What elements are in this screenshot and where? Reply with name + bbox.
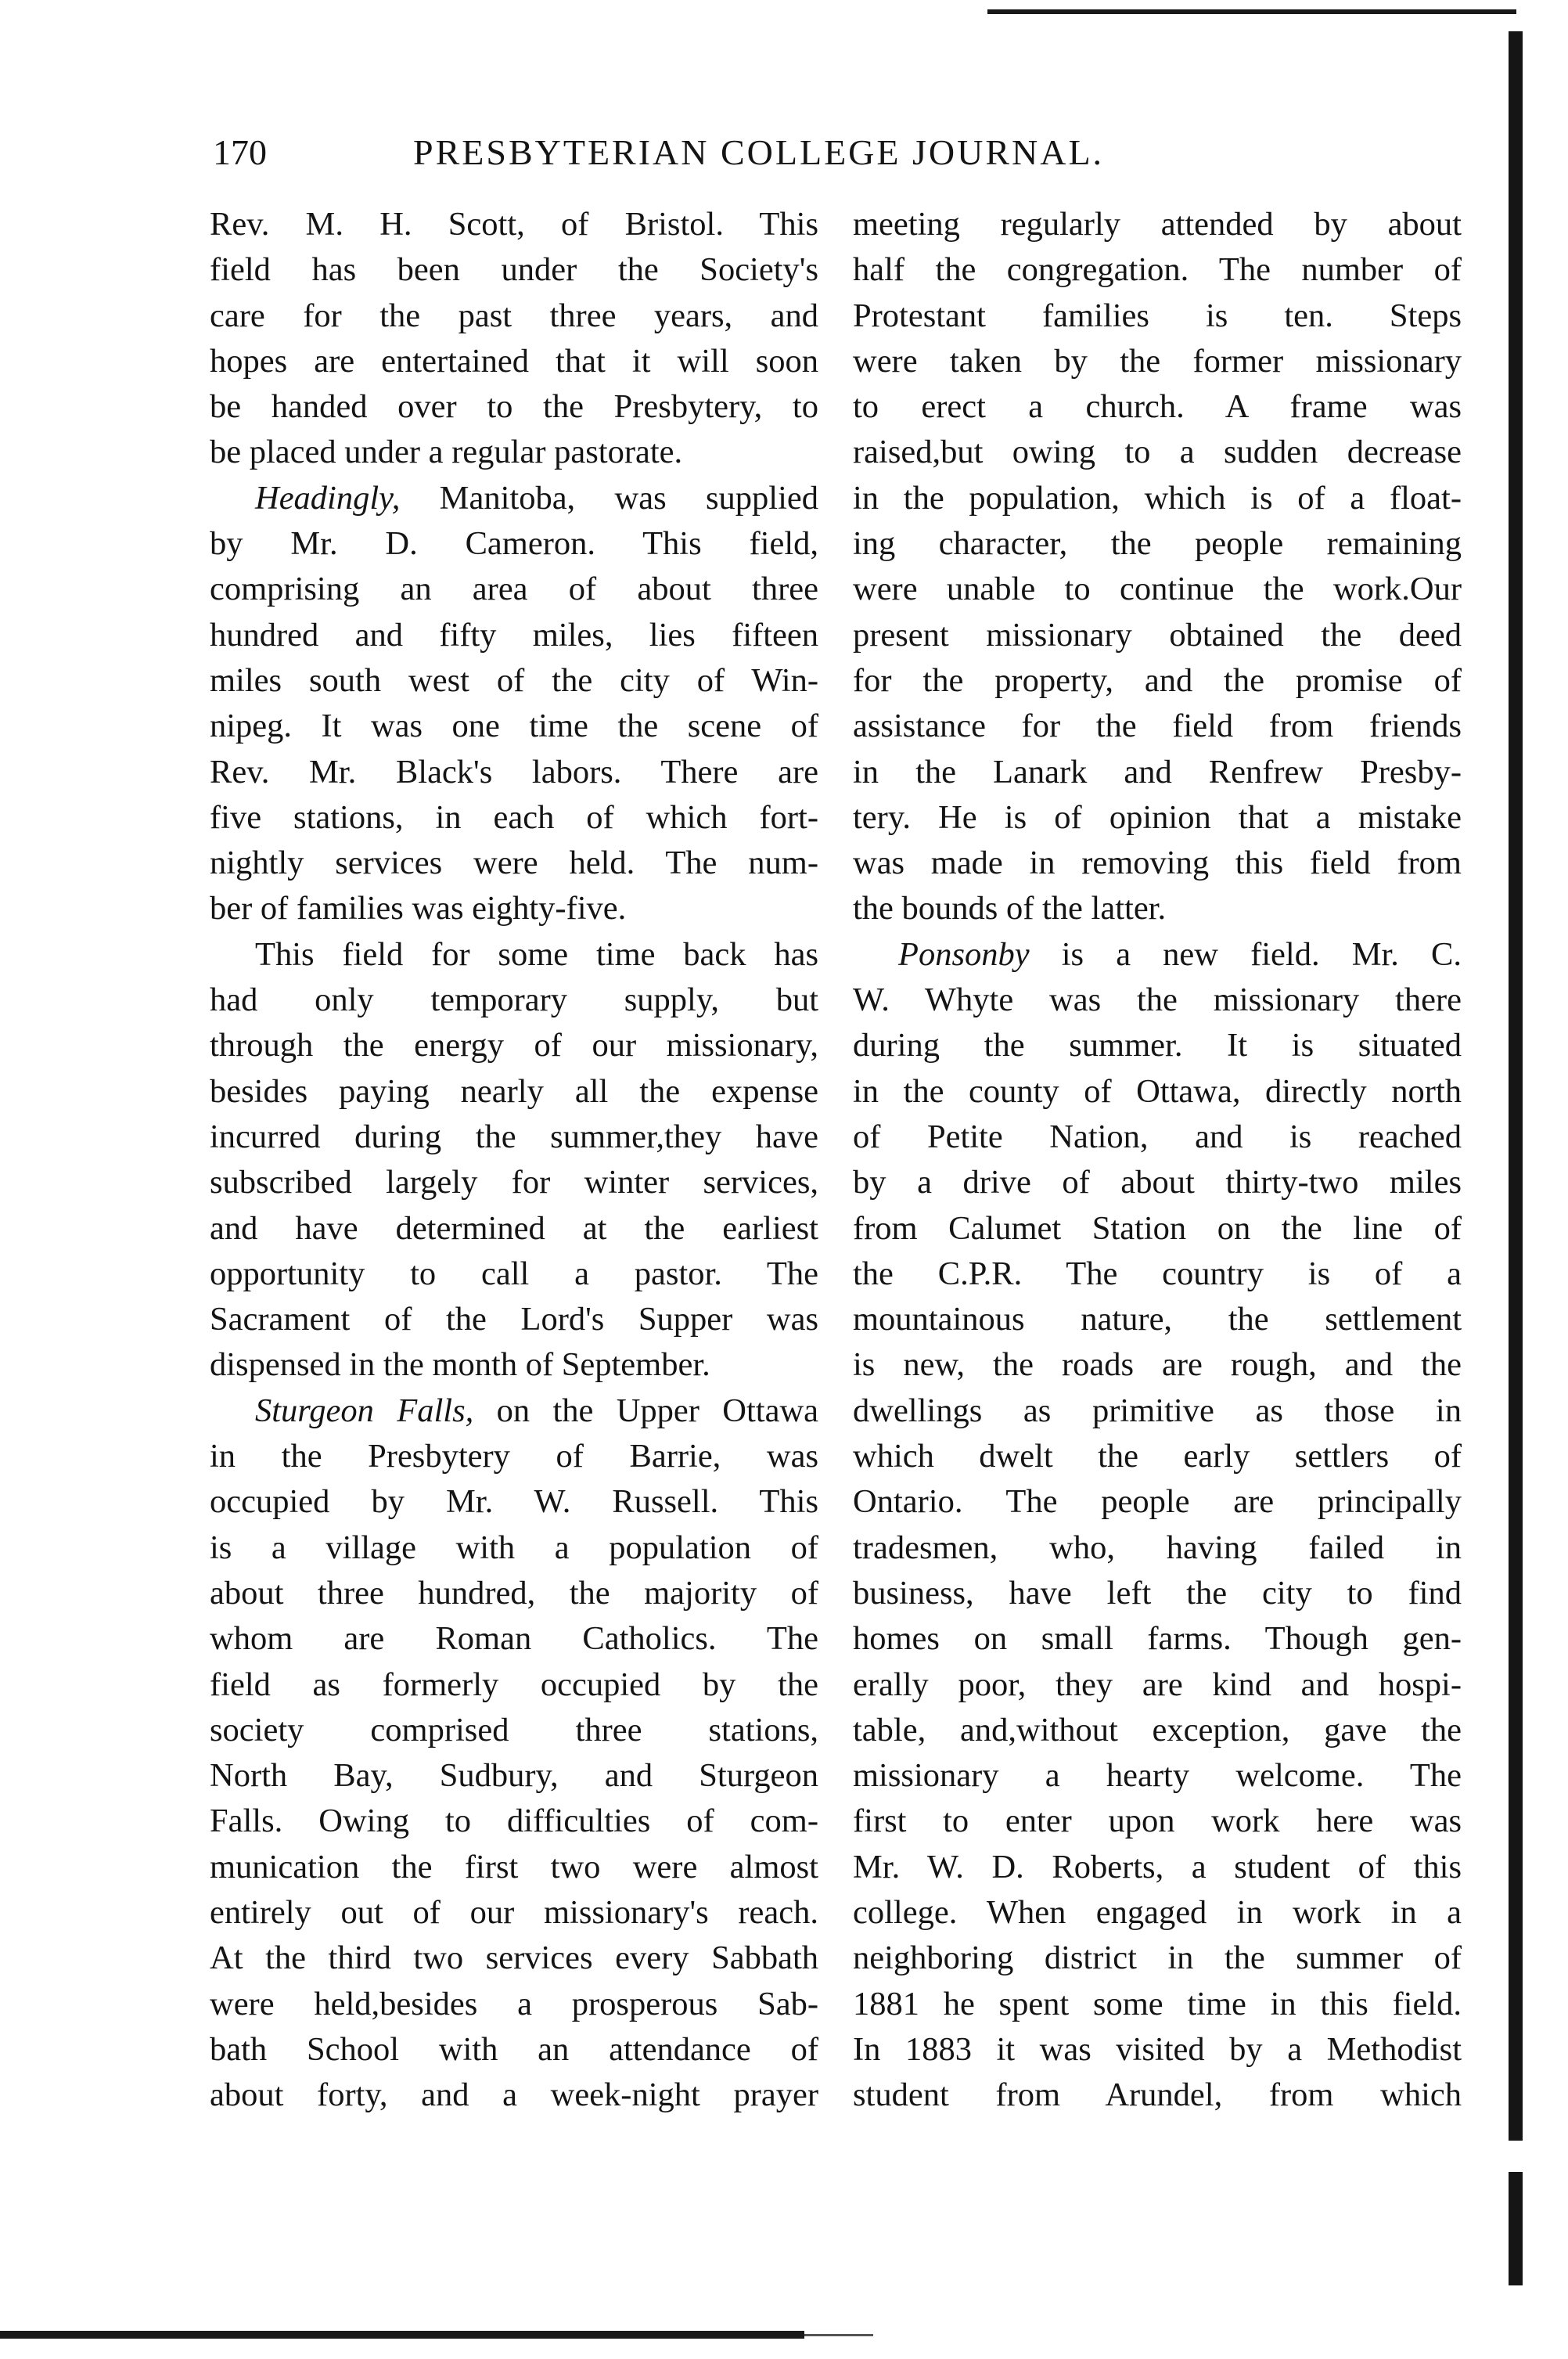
text-line [853, 1160, 1462, 1205]
line-text: Rev. Mr. Black's labors. There are [210, 753, 818, 791]
line-text: homes on small farms. Though gen- [853, 1620, 1462, 1658]
line-text: to erect a church. A frame was [853, 388, 1462, 426]
text-line [853, 1890, 1462, 1936]
line-text: student from Arundel, from which [853, 2076, 1462, 2114]
line-text: college. When engaged in work in a [853, 1893, 1462, 1931]
line-text: care for the past three years, and [210, 297, 818, 334]
text-line [853, 1616, 1462, 1662]
line-text: be placed under a regular pastorate. [210, 434, 683, 471]
line-text: munication the first two were almost [210, 1848, 818, 1885]
text-line [210, 1023, 818, 1068]
text-line [210, 2027, 818, 2073]
line-text: neighboring district in the summer of [853, 1939, 1462, 1977]
line-text: occupied by Mr. W. Russell. This [210, 1483, 818, 1521]
line-text: in the Lanark and Renfrew Presby- [853, 753, 1462, 791]
line-text: by Mr. D. Cameron. This field, [210, 525, 818, 563]
text-line [853, 1297, 1462, 1342]
text-line [853, 1252, 1462, 1297]
text-line [853, 613, 1462, 658]
text-line [853, 339, 1462, 384]
italic-place-name: Ponsonby [898, 935, 1030, 973]
line-text: table, and,without exception, gave the [853, 1711, 1462, 1749]
line-text: on the Upper Ottawa [473, 1392, 819, 1429]
text-line [853, 294, 1462, 339]
line-text: ber of families was eighty-five. [210, 890, 627, 927]
bottom-rule-tail [804, 2334, 873, 2336]
text-line [210, 247, 818, 293]
text-line [210, 339, 818, 384]
running-title: PRESBYTERIAN COLLEGE JOURNAL. [413, 132, 1105, 172]
top-rule [987, 9, 1516, 14]
text-line [210, 202, 818, 247]
line-text: comprising an area of about three [210, 571, 818, 608]
page-number: 170 [213, 132, 267, 172]
line-text: through the energy of our missionary, [210, 1027, 818, 1064]
line-text: raised,but owing to a sudden decrease [853, 434, 1462, 471]
line-text: dwellings as primitive as those in [853, 1392, 1462, 1429]
text-line [853, 1845, 1462, 1890]
text-line [210, 1479, 818, 1525]
text-line [853, 704, 1462, 749]
text-line [853, 750, 1462, 795]
text-line [210, 1571, 818, 1616]
line-text: bath School with an attendance of [210, 2030, 818, 2068]
text-line [210, 704, 818, 749]
text-line [210, 1890, 818, 1936]
line-text: five stations, in each of which fort- [210, 798, 818, 836]
text-line [853, 521, 1462, 567]
text-line [853, 795, 1462, 841]
text-line [853, 1023, 1462, 1068]
text-line [853, 476, 1462, 521]
text-line [853, 247, 1462, 293]
line-text: In 1883 it was visited by a Methodist [853, 2030, 1462, 2068]
text-line [210, 750, 818, 795]
text-line [853, 658, 1462, 704]
line-text: Manitoba, was supplied [400, 479, 818, 517]
line-text: is new, the roads are rough, and the [853, 1346, 1462, 1384]
text-line [210, 1662, 818, 1708]
text-line [853, 1342, 1462, 1388]
text-line [853, 1982, 1462, 2027]
italic-place-name: Headingly, [255, 479, 401, 517]
text-line [210, 658, 818, 704]
text-line [210, 294, 818, 339]
text-line [210, 886, 818, 931]
line-text: present missionary obtained the deed [853, 616, 1462, 654]
text-line [210, 2073, 818, 2118]
column-right [853, 202, 1462, 2118]
text-line [853, 2073, 1462, 2118]
line-text: meeting regularly attended by about [853, 206, 1462, 243]
line-text: were taken by the former missionary [853, 342, 1462, 380]
text-line [853, 978, 1462, 1023]
line-text: incurred during the summer,they have [210, 1118, 818, 1155]
line-text: W. Whyte was the missionary there [853, 981, 1462, 1019]
text-line [853, 841, 1462, 886]
text-line [210, 1069, 818, 1115]
line-text: by a drive of about thirty-two miles [853, 1164, 1462, 1201]
text-line [210, 978, 818, 1023]
line-text: hopes are entertained that it will soon [210, 342, 818, 380]
text-line [210, 1708, 818, 1753]
line-text: nightly services were held. The num- [210, 845, 818, 882]
line-text: ing character, the people remaining [853, 525, 1462, 563]
line-text: opportunity to call a pastor. The [210, 1255, 818, 1292]
text-line [210, 1252, 818, 1297]
line-text: had only temporary supply, but [210, 981, 818, 1019]
text-line [853, 1525, 1462, 1571]
text-line [853, 1479, 1462, 1525]
text-line [210, 1342, 818, 1388]
line-text: which dwelt the early settlers of [853, 1438, 1462, 1475]
line-text: for the property, and the promise of [853, 661, 1462, 699]
line-text: tradesmen, who, having failed in [853, 1529, 1462, 1566]
line-text: Falls. Owing to difficulties of com- [210, 1803, 818, 1840]
text-line [853, 1708, 1462, 1753]
binding-edge [1509, 31, 1523, 2285]
line-text: field as formerly occupied by the [210, 1666, 818, 1703]
text-line [210, 1753, 818, 1799]
line-text: the bounds of the latter. [853, 890, 1167, 927]
line-text: were held,besides a prosperous Sab- [210, 1985, 818, 2022]
line-text: about three hundred, the majority of [210, 1574, 818, 1612]
text-line [853, 886, 1462, 931]
line-text: Rev. M. H. Scott, of Bristol. This [210, 206, 818, 243]
text-line [210, 1845, 818, 1890]
text-line [210, 1297, 818, 1342]
line-text: is a village with a population of [210, 1529, 818, 1566]
line-text: was made in removing this field from [853, 845, 1462, 882]
italic-place-name: Sturgeon Falls, [255, 1392, 474, 1429]
text-line [210, 1206, 818, 1252]
text-line [853, 430, 1462, 475]
text-line [210, 430, 818, 475]
text-line [210, 1936, 818, 1981]
text-line [853, 1571, 1462, 1616]
text-line [210, 476, 818, 521]
line-text: were unable to continue the work.Our [853, 571, 1462, 608]
binding-edge-gap [1509, 2141, 1523, 2172]
line-text: Ontario. The people are principally [853, 1483, 1462, 1521]
line-text: entirely out of our missionary's reach. [210, 1893, 818, 1931]
line-text: Sacrament of the Lord's Supper was [210, 1301, 818, 1338]
line-text: missionary a hearty welcome. The [853, 1757, 1462, 1795]
text-line [210, 841, 818, 886]
text-line [210, 932, 818, 978]
line-text: be handed over to the Presbytery, to [210, 388, 818, 426]
line-text: nipeg. It was one time the scene of [210, 708, 818, 745]
text-line [853, 932, 1462, 978]
line-text: erally poor, they are kind and hospi- [853, 1666, 1462, 1703]
line-text: assistance for the field from friends [853, 708, 1462, 745]
text-line [853, 384, 1462, 430]
line-text: subscribed largely for winter services, [210, 1164, 818, 1201]
line-text: first to enter upon work here was [853, 1803, 1462, 1840]
text-line [853, 1115, 1462, 1160]
line-text: hundred and fifty miles, lies fifteen [210, 616, 818, 654]
text-line [210, 521, 818, 567]
line-text: half the congregation. The number of [853, 251, 1462, 289]
line-text: tery. He is of opinion that a mistake [853, 798, 1462, 836]
line-text: in the county of Ottawa, directly north [853, 1072, 1462, 1110]
line-text: miles south west of the city of Win- [210, 661, 818, 699]
text-line [210, 567, 818, 612]
text-line [210, 1115, 818, 1160]
text-line [853, 1936, 1462, 1981]
line-text: of Petite Nation, and is reached [853, 1118, 1462, 1155]
line-text: This field for some time back has [255, 935, 818, 973]
line-text: Protestant families is ten. Steps [853, 297, 1462, 334]
line-text: the C.P.R. The country is of a [853, 1255, 1462, 1292]
line-text: besides paying nearly all the expense [210, 1072, 818, 1110]
text-line [210, 1799, 818, 1844]
line-text: society comprised three stations, [210, 1711, 818, 1749]
text-line [853, 1753, 1462, 1799]
line-text: Mr. W. D. Roberts, a student of this [853, 1848, 1462, 1885]
line-text: about forty, and a week-night prayer [210, 2076, 818, 2114]
text-line [210, 1525, 818, 1571]
line-text: during the summer. It is situated [853, 1027, 1462, 1064]
text-line [210, 1434, 818, 1479]
text-line [853, 1434, 1462, 1479]
line-text: dispensed in the month of September. [210, 1346, 710, 1384]
text-line [210, 613, 818, 658]
line-text: mountainous nature, the settlement [853, 1301, 1462, 1338]
line-text: from Calumet Station on the line of [853, 1209, 1462, 1247]
text-line [210, 1388, 818, 1434]
line-text: North Bay, Sudbury, and Sturgeon [210, 1757, 818, 1795]
text-line [853, 1799, 1462, 1844]
text-line [853, 2027, 1462, 2073]
bottom-rule [0, 2331, 804, 2339]
column-left [210, 202, 818, 2118]
line-text: business, have left the city to find [853, 1574, 1462, 1612]
text-line [853, 1388, 1462, 1434]
text-line [853, 1206, 1462, 1252]
text-line [853, 1069, 1462, 1115]
text-line [210, 1616, 818, 1662]
line-text: in the population, which is of a float- [853, 479, 1462, 517]
text-line [853, 1662, 1462, 1708]
text-line [853, 202, 1462, 247]
text-line [210, 795, 818, 841]
line-text: in the Presbytery of Barrie, was [210, 1438, 818, 1475]
line-text: At the third two services every Sabbath [210, 1939, 818, 1977]
line-text: whom are Roman Catholics. The [210, 1620, 818, 1658]
text-line [210, 1160, 818, 1205]
line-text: is a new field. Mr. C. [1029, 935, 1462, 973]
line-text: field has been under the Society's [210, 251, 818, 289]
line-text: and have determined at the earliest [210, 1209, 818, 1247]
line-text: 1881 he spent some time in this field. [853, 1985, 1462, 2022]
text-line [210, 1982, 818, 2027]
text-line [853, 567, 1462, 612]
text-line [210, 384, 818, 430]
